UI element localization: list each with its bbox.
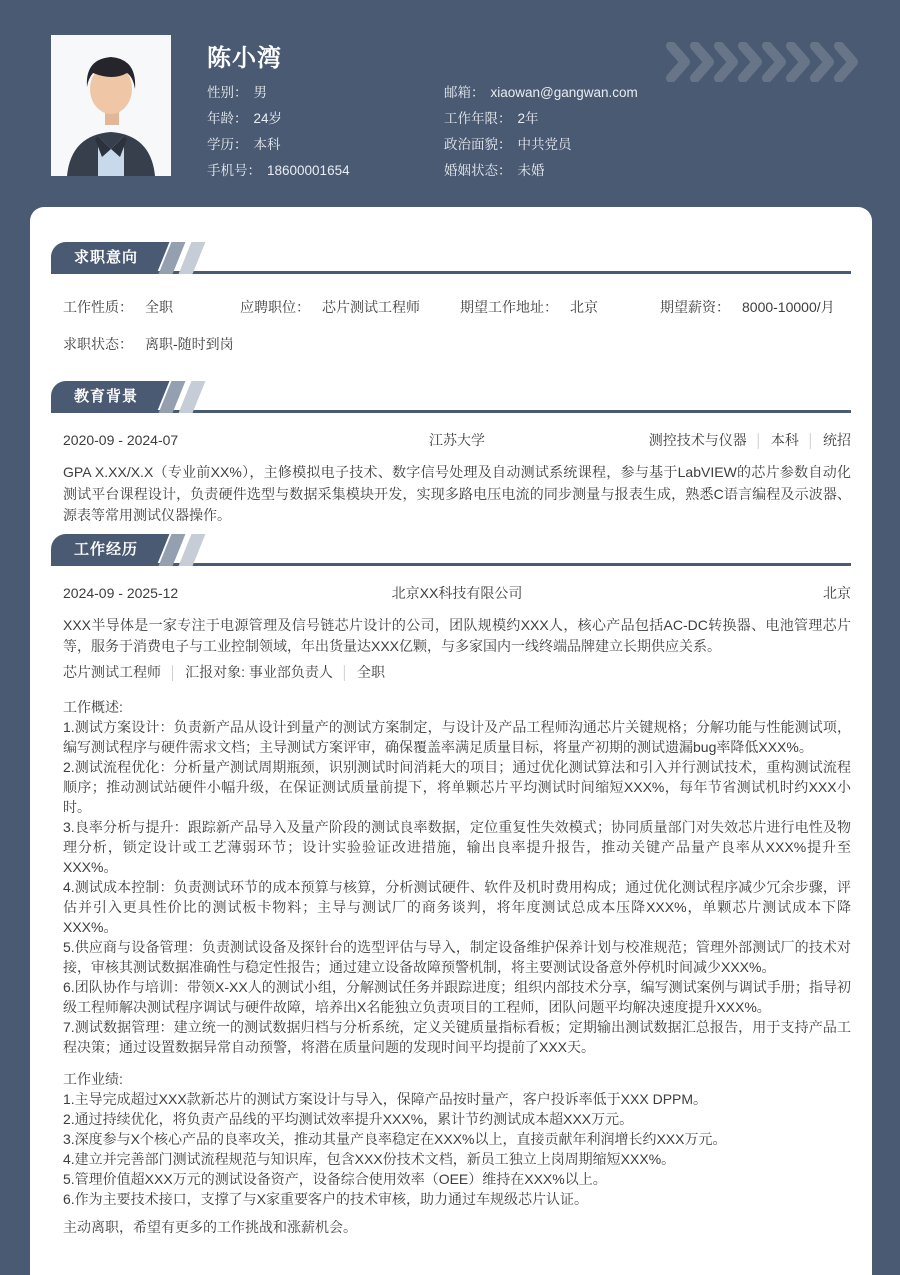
overview-item: 1.测试方案设计：负责新产品从设计到量产的测试方案制定，与设计及产品工程师沟通芯片关键规格；分解功能与性能测试项，编写测试程序与硬件需求文档；主导测试方案评审，确保覆盖率满足质量目标，将量产初期的测试遗漏bug率降低XXX%。 xyxy=(63,718,851,755)
work-row xyxy=(51,584,851,603)
achievement-item: 6.作为主要技术接口，支撑了与X家重要客户的技术审核，助力通过车规级芯片认证。 xyxy=(63,1190,589,1207)
info-gender: 性别： 男 xyxy=(207,85,267,100)
field-target-location: 期望工作地址： 北京 xyxy=(460,299,598,315)
work-overview-label: 工作概述: xyxy=(63,698,123,715)
divider: │ xyxy=(169,664,178,680)
education-school: 江苏大学 xyxy=(429,432,485,448)
field-target-position: 应聘职位： 芯片测试工程师 xyxy=(240,299,420,315)
resume-body-card xyxy=(30,207,872,1275)
work-achievement-label: 工作业绩: xyxy=(63,1070,123,1087)
education-row xyxy=(51,431,851,450)
overview-item: 6.团队协作与培训：带领X-XX人的测试小组，分解测试任务并跟踪进度；组织内部技术分享，编写测试案例与调试手册；指导初级工程师解决测试程序调试与硬件故障，培养出X名能独立负责项目的工程师，团队问题平均解决速度提升XXX%。 xyxy=(63,978,851,1015)
work-overview-list xyxy=(51,717,851,1057)
section-header-job-intent xyxy=(51,245,851,274)
company-intro: XXX半导体是一家专注于电源管理及信号链芯片设计的公司，团队规模约XXX人，核心产品包括AC-DC转换器、电池管理芯片等，服务于消费电子与工业控制领域，年出货量达XXX亿颗，与多家国内一线终端品牌建立长期供应关系。 xyxy=(63,616,851,654)
education-period: 2020-09 - 2024-07 xyxy=(63,432,179,448)
chevron-decoration-icon xyxy=(666,42,866,82)
education-meta: 测控技术与仪器 │ 本科 │ 统招 xyxy=(648,432,851,448)
leave-reason: 主动离职，希望有更多的工作挑战和涨薪机会。 xyxy=(63,1218,357,1235)
info-political-status: 政治面貌： 中共党员 xyxy=(444,137,572,152)
overview-item: 2.测试流程优化：分析量产测试周期瓶颈，识别测试时间消耗大的项目；通过优化测试算法和引入并行测试技术，重构测试流程顺序；推动测试站硬件小幅升级，在保证测试质量前提下，将单颗芯片平均测试时间缩短XXX%，每年节省测试机时约XXX小时。 xyxy=(63,758,851,815)
work-role-line xyxy=(51,663,851,682)
info-phone: 手机号： 18600001654 xyxy=(207,163,350,178)
achievement-item: 4.建立并完善部门测试流程规范与知识库，包含XXX份技术文档，新员工独立上岗周期缩短XXX%。 xyxy=(63,1150,676,1167)
work-role: 芯片测试工程师 xyxy=(63,663,161,680)
overview-item: 5.供应商与设备管理：负责测试设备及探针台的选型评估与导入，制定设备维护保养计划与校准规范；管理外部测试厂的技术对接，审核其测试数据准确性与稳定性报告；通过建立设备故障预警机制，将主要测试设备意外停机时间减少XXX%。 xyxy=(63,938,851,975)
profile-photo-image xyxy=(51,35,171,176)
divider: │ xyxy=(806,433,815,448)
work-employment-type: 全职 xyxy=(357,663,386,680)
info-email: 邮箱： xiaowan@gangwan.com xyxy=(444,85,638,100)
job-intent-row-2 xyxy=(51,335,851,354)
divider: │ xyxy=(754,433,763,448)
job-intent-row-1 xyxy=(51,298,851,317)
info-age: 年龄： 24岁 xyxy=(207,111,283,126)
divider: │ xyxy=(340,664,350,680)
header-info-right xyxy=(444,80,638,184)
overview-item: 3.良率分析与提升：跟踪新产品导入及量产阶段的测试良率数据，定位重复性失效模式；协同质量部门对失效芯片进行电性及物理分析，锁定设计或工艺薄弱环节；设计实验验证改进措施，输出良率提升报告，推动关键产品量产良率从XXX%提升至XXX%。 xyxy=(63,818,851,875)
section-title: 求职意向 xyxy=(51,242,150,274)
resume-header xyxy=(0,0,900,207)
achievement-item: 3.深度参与X个核心产品的良率攻关，推动其量产良率稳定在XXX%以上，直接贡献年利润增长约XXX万元。 xyxy=(63,1130,727,1147)
profile-photo xyxy=(51,35,171,176)
overview-item: 7.测试数据管理：建立统一的测试数据归档与分析系统，定义关键质量指标看板；定期输出测试数据汇总报告，用于支持产品工程决策；通过设置数据异常自动预警，将潜在质量问题的发现时间平均提前了XXX天。 xyxy=(63,1018,851,1055)
achievement-item: 1.主导完成超过XXX款新芯片的测试方案设计与导入，保障产品按时量产，客户投诉率低于XXX DPPM。 xyxy=(63,1090,708,1107)
work-achievement-list xyxy=(51,1089,851,1209)
field-job-type: 工作性质： 全职 xyxy=(63,299,173,315)
section-title: 工作经历 xyxy=(51,534,150,566)
field-expected-salary: 期望薪资： 8000-10000/月 xyxy=(660,299,835,315)
work-period: 2024-09 - 2025-12 xyxy=(63,584,179,601)
achievement-item: 2.通过持续优化，将负责产品线的平均测试效率提升XXX%，累计节约测试成本超XXX万元。 xyxy=(63,1110,634,1127)
field-job-status: 求职状态： 离职-随时到岗 xyxy=(63,336,234,352)
info-degree: 学历： 本科 xyxy=(207,137,281,152)
overview-item: 4.测试成本控制：负责测试环节的成本预算与核算，分析测试硬件、软件及机时费用构成；通过优化测试程序减少冗余步骤，评估并引入更具性价比的测试板卡物料；主导与测试厂的商务谈判，将年度测试总成本压降XXX%，单颗芯片测试成本下降XXX%。 xyxy=(63,878,851,935)
work-company: 北京XX科技有限公司 xyxy=(391,584,523,601)
work-report-to: 汇报对象: 事业部负责人 xyxy=(185,663,333,680)
section-job-intent xyxy=(51,245,851,354)
achievement-item: 5.管理价值超XXX万元的测试设备资产，设备综合使用效率（OEE）维持在XXX%以上。 xyxy=(63,1170,607,1187)
section-header-work xyxy=(51,537,851,566)
section-header-education xyxy=(51,384,851,413)
header-info-left xyxy=(207,80,350,184)
info-marital-status: 婚姻状态： 未婚 xyxy=(444,163,545,178)
section-title: 教育背景 xyxy=(51,381,150,413)
candidate-name: 陈小湾 xyxy=(207,45,282,72)
work-location: 北京 xyxy=(823,584,851,601)
info-experience-years: 工作年限： 2年 xyxy=(444,111,539,126)
education-description: GPA X.XX/X.X（专业前XX%），主修模拟电子技术、数字信号处理及自动测试系统课程，参与基于LabVIEW的芯片参数自动化测试平台课程设计，负责硬件选型与数据采集模块开发，实现多路电压电流的同步测量与报表生成，熟悉C语言编程及示波器、源表等常用测试仪器操作。 xyxy=(63,464,851,523)
section-work-experience xyxy=(51,537,851,1237)
section-education xyxy=(51,384,851,527)
